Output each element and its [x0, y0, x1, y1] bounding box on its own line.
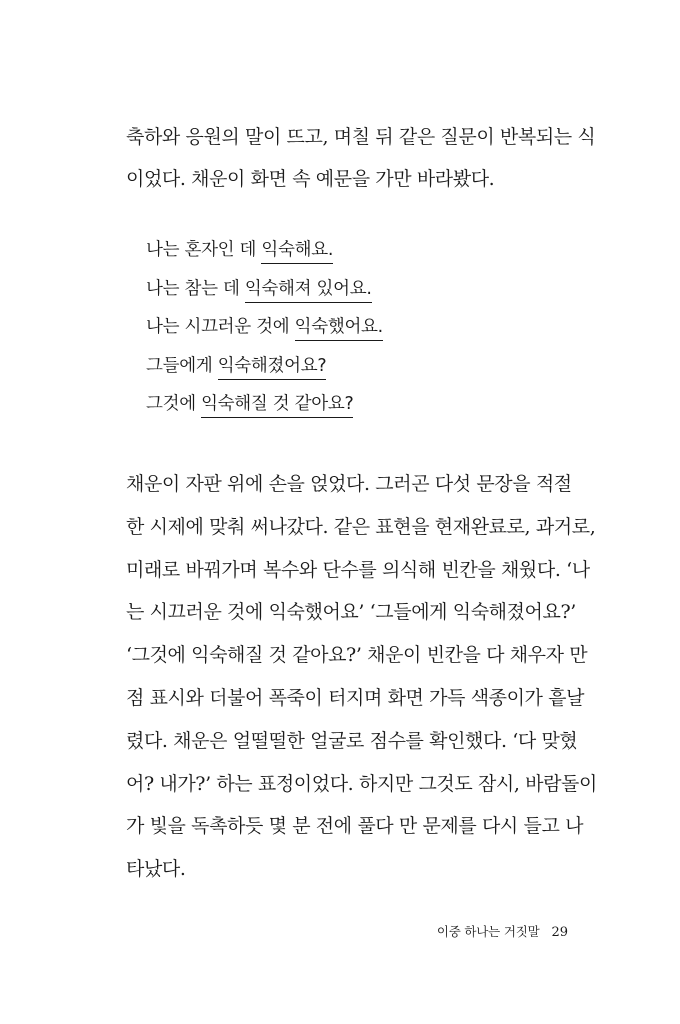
example-sentence: [146, 242, 383, 281]
text-line: 이었다. 채운이 화면 속 예문을 가만 바라봤다.: [126, 168, 495, 190]
underlined-phrase: 익숙해졌어요?: [218, 356, 327, 380]
example-prefix: 나는 시끄러운 것에: [146, 317, 295, 338]
text-line: 어? 내가?’ 하는 표정이었다. 하지만 그것도 잠시, 바람돌이: [126, 772, 597, 795]
text-line: ‘그것에 익숙해질 것 같아요?’ 채운이 빈칸을 다 채우자 만: [126, 644, 588, 667]
text-line: 채운이 자판 위에 손을 얹었다. 그러곤 다섯 문장을 적절: [126, 473, 572, 495]
underlined-phrase: 익숙해요.: [261, 240, 333, 264]
example-sentence: [146, 278, 383, 320]
running-title: 이중 하나는 거짓말: [436, 924, 540, 939]
page-number: 29: [551, 925, 568, 940]
underlined-phrase: 익숙해져 있어요.: [245, 279, 372, 303]
example-sentence: [146, 319, 383, 358]
paragraph-1: [126, 126, 596, 212]
page-footer: [437, 922, 568, 940]
example-prefix: 그들에게: [146, 355, 218, 376]
text-line: 한 시제에 맞춰 써나갔다. 같은 표현을 현재완료로, 과거로,: [126, 515, 596, 538]
example-prefix: 그것에: [146, 394, 202, 415]
example-prefix: 나는 참는 데: [146, 278, 245, 299]
example-sentence: [146, 396, 383, 435]
text-line: 미래로 바꿔가며 복수와 단수를 의식해 빈칸을 채웠다. ‘나: [126, 558, 590, 581]
underlined-phrase: 익숙했어요.: [295, 317, 383, 341]
text-line: 점 표시와 더불어 폭죽이 터지며 화면 가득 색종이가 흩날: [126, 686, 585, 709]
underlined-phrase: 익숙해질 것 같아요?: [201, 394, 353, 418]
example-prefix: 나는 혼자인 데: [146, 240, 262, 260]
text-line: 는 시끄러운 것에 익숙했어요’ ‘그들에게 익숙해졌어요?’: [126, 601, 576, 624]
text-line: 렸다. 채운은 얼떨떨한 얼굴로 점수를 확인했다. ‘다 맞혔: [126, 729, 578, 752]
example-sentences: [146, 242, 383, 435]
paragraph-2: [126, 473, 597, 903]
text-line: 가 빛을 독촉하듯 몇 분 전에 풀다 만 문제를 다시 들고 나: [126, 815, 584, 838]
text-line: 타났다.: [126, 858, 186, 881]
text-line: 축하와 응원의 말이 뜨고, 며칠 뒤 같은 질문이 반복되는 식: [126, 126, 596, 148]
example-sentence: [146, 355, 383, 397]
